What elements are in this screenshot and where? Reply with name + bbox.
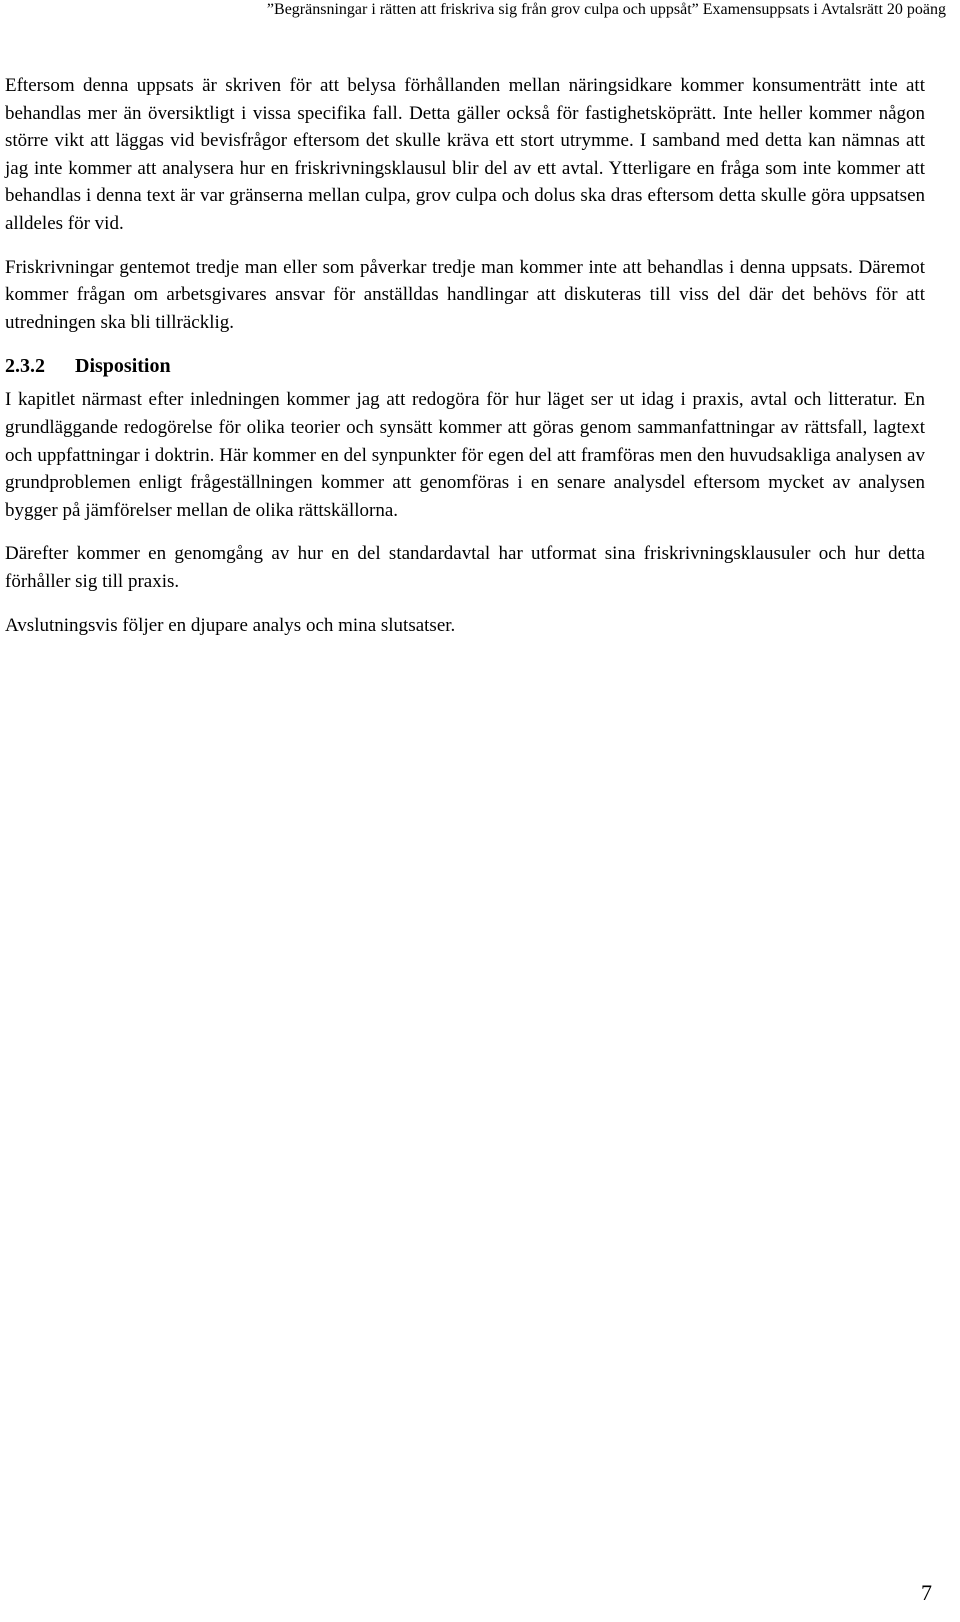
section-number: 2.3.2 [5, 355, 45, 378]
body-paragraph: Därefter kommer en genomgång av hur en del standardavtal har utformat sina friskrivningsklausuler och hur detta förhåller sig till praxis. [5, 543, 925, 592]
body-paragraph: Avslutningsvis följer en djupare analys och mina slutsatser. [5, 614, 456, 636]
running-header: ”Begränsningar i rätten att friskriva sig från grov culpa och uppsåt” Examensuppsats i Avtalsrätt 20 poäng [266, 1, 946, 18]
body-paragraph: I kapitlet närmast efter inledningen kommer jag att redogöra för hur läget ser ut idag i praxis, avtal och litteratur. En grundläggande redogörelse för olika teorier och synsätt kommer att göras genom sammanfattningar av rättsfall, lagtext och uppfattningar i doktrin. Här kommer en del synpunkter för egen del att framföras men den huvudsakliga analysen av grundproblemen enligt frågeställningen kommer att genomföras i en senare analysdel eftersom mycket av analysen bygger på jämförelser mellan de olika rättskällorna. [5, 389, 925, 521]
page-number: 7 [921, 1580, 932, 1605]
document-body [5, 72, 925, 639]
body-paragraph: Eftersom denna uppsats är skriven för att belysa förhållanden mellan näringsidkare kommer konsumenträtt inte att behandlas mer än översiktligt i vissa specifika fall. Detta gäller också för fastighetsköprätt. Inte heller kommer någon större vikt att läggas vid bevisfrågor eftersom det skulle kräva ett stort utrymme. I samband med detta kan nämnas att jag inte kommer att analysera hur en friskrivningsklausul blir del av ett avtal. Ytterligare en fråga som inte kommer att behandlas i denna text är var gränserna mellan culpa, grov culpa och dolus ska dras eftersom detta skulle göra uppsatsen alldeles för vid. [5, 75, 925, 234]
section-title: Disposition [75, 355, 171, 378]
section-heading [5, 352, 925, 380]
body-paragraph: Friskrivningar gentemot tredje man eller som påverkar tredje man kommer inte att behandlas i denna uppsats. Däremot kommer frågan om arbetsgivares ansvar för anställdas handlingar att diskuteras till viss del där det behövs för att utredningen ska bli tillräcklig. [5, 256, 925, 333]
